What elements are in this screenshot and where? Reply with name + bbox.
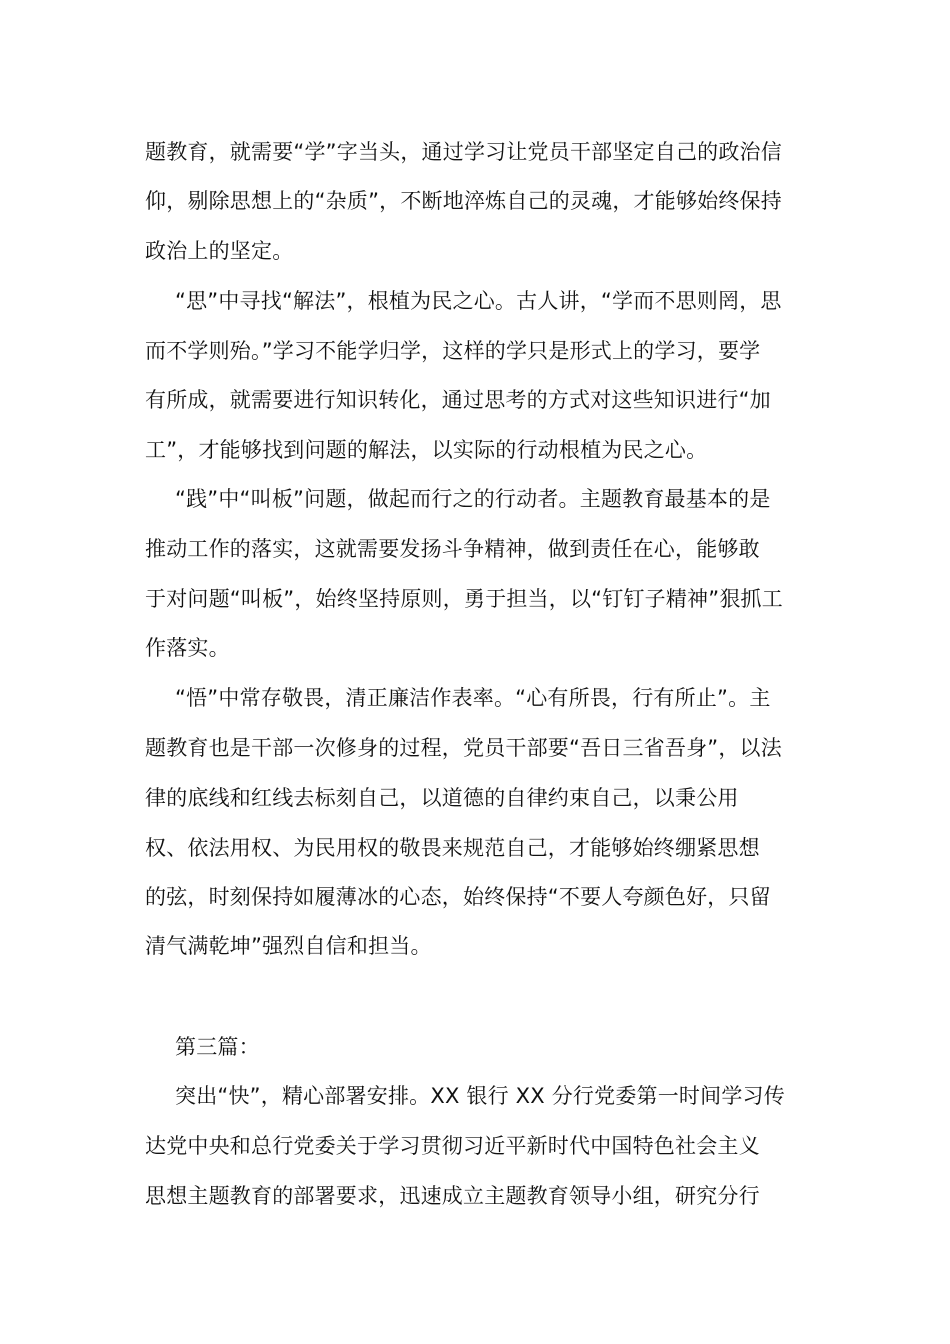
paragraph-start-line: “践”中“叫板”问题，做起而行之的行动者。主题教育最基本的是 [175,487,771,511]
text-line: 题教育也是干部一次修身的过程，党员干部要“吾日三省吾身”，以法 [145,736,782,760]
text-line: 题教育，就需要“学”字当头，通过学习让党员干部坚定自己的政治信 [145,140,782,164]
text-line: 工”，才能够找到问题的解法，以实际的行动根植为民之心。 [145,438,708,462]
paragraph-start-line: “悟”中常存敬畏，清正廉洁作表率。“心有所畏，行有所止”。主 [175,686,771,710]
text-line: 清气满乾坤”强烈自信和担当。 [145,934,432,958]
text-line: 政治上的坚定。 [145,239,294,263]
text-line: 于对问题“叫板”，始终坚持原则，勇于担当，以“钉钉子精神”狠抓工 [145,587,783,611]
text-line: 思想主题教育的部署要求，迅速成立主题教育领导小组，研究分行 [145,1184,760,1208]
text-line: 仰，剔除思想上的“杂质”，不断地淬炼自己的灵魂，才能够始终保持 [145,189,782,213]
text-line: 有所成，就需要进行知识转化，通过思考的方式对这些知识进行“加 [145,388,771,412]
text-line: 推动工作的落实，这就需要发扬斗争精神，做到责任在心，能够敢 [145,537,760,561]
text-line: 律的底线和红线去标刻自己，以道德的自律约束自己，以秉公用 [145,786,739,810]
text-line: 作落实。 [145,636,230,660]
text-line: 而不学则殆。”学习不能学归学，这样的学只是形式上的学习，要学 [145,339,761,363]
text-line: 权、依法用权、为民用权的敬畏来规范自己，才能够始终绷紧思想 [145,836,760,860]
paragraph-start-line: 突出“快”，精心部署安排。XX 银行 XX 分行党委第一时间学习传 [175,1084,785,1108]
text-line: 的弦，时刻保持如履薄冰的心态，始终保持“不要人夸颜色好，只留 [145,885,771,909]
section-heading: 第三篇： [175,1035,260,1059]
text-line: 达党中央和总行党委关于学习贯彻习近平新时代中国特色社会主义 [145,1134,760,1158]
paragraph-start-line: “思”中寻找“解法”，根植为民之心。古人讲，“学而不思则罔，思 [175,289,782,313]
